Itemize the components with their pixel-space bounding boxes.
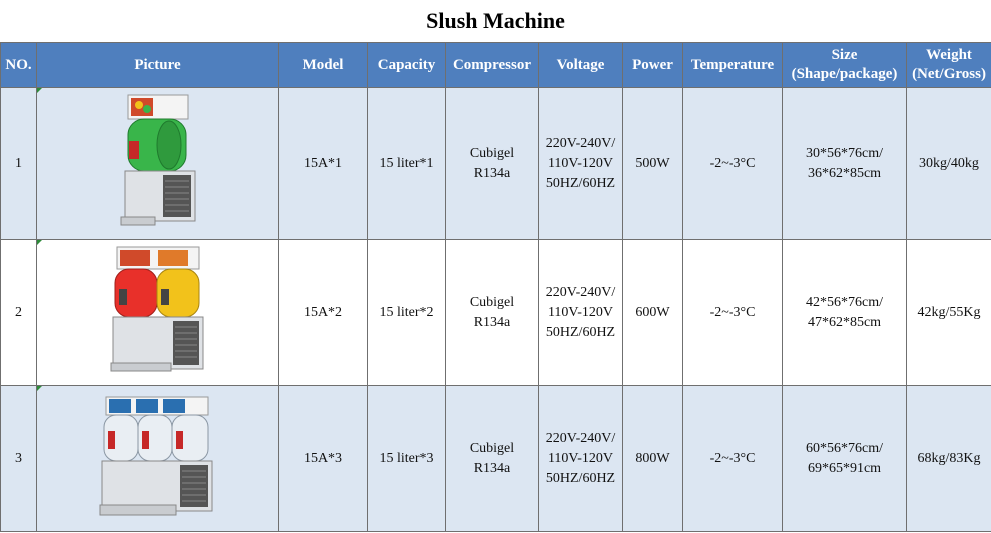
cell-picture	[37, 386, 279, 532]
table-row	[1, 88, 991, 240]
single-bowl-slush-machine-icon	[103, 91, 213, 237]
cell-no: 2	[1, 240, 37, 386]
compressor-line2: R134a	[473, 460, 511, 476]
cell-voltage	[539, 88, 623, 240]
triple-bowl-slush-machine-icon	[98, 389, 218, 529]
header-size-line1: Size	[831, 47, 858, 63]
cell-voltage	[539, 386, 623, 532]
cell-voltage	[539, 240, 623, 386]
cell-marker-icon	[37, 386, 42, 391]
voltage-line3: 50HZ/60HZ	[545, 324, 616, 340]
size-line1: 60*56*76cm/	[806, 440, 883, 456]
voltage-line1: 220V-240V/	[545, 135, 616, 151]
cell-compressor	[446, 240, 539, 386]
header-weight-line2: (Net/Gross)	[912, 66, 986, 82]
cell-temperature: -2~-3°C	[683, 240, 783, 386]
compressor-line2: R134a	[473, 314, 511, 330]
size-line1: 42*56*76cm/	[806, 294, 883, 310]
header-voltage: Voltage	[539, 43, 623, 88]
cell-model: 15A*3	[279, 386, 368, 532]
size-line2: 69*65*91cm	[807, 460, 882, 476]
cell-model: 15A*1	[279, 88, 368, 240]
cell-size	[783, 88, 907, 240]
cell-picture	[37, 240, 279, 386]
header-capacity: Capacity	[368, 43, 446, 88]
cell-size	[783, 386, 907, 532]
cell-temperature: -2~-3°C	[683, 386, 783, 532]
compressor-line2: R134a	[473, 165, 511, 181]
size-line2: 47*62*85cm	[807, 314, 882, 330]
compressor-line1: Cubigel	[469, 440, 515, 456]
header-picture: Picture	[37, 43, 279, 88]
voltage-line1: 220V-240V/	[545, 284, 616, 300]
cell-no: 1	[1, 88, 37, 240]
cell-compressor	[446, 88, 539, 240]
header-size	[783, 43, 907, 88]
voltage-line1: 220V-240V/	[545, 430, 616, 446]
cell-marker-icon	[37, 240, 42, 245]
header-size-line2: (Shape/package)	[791, 66, 898, 82]
cell-capacity: 15 liter*3	[368, 386, 446, 532]
cell-picture	[37, 88, 279, 240]
cell-temperature: -2~-3°C	[683, 88, 783, 240]
voltage-line3: 50HZ/60HZ	[545, 470, 616, 486]
header-power: Power	[623, 43, 683, 88]
voltage-line2: 110V-120V	[547, 155, 614, 171]
header-temperature: Temperature	[683, 43, 783, 88]
voltage-line2: 110V-120V	[547, 450, 614, 466]
cell-power: 500W	[623, 88, 683, 240]
table-row	[1, 240, 991, 386]
header-model: Model	[279, 43, 368, 88]
header-no: NO.	[1, 43, 37, 88]
table-row	[1, 386, 991, 532]
header-weight	[907, 43, 991, 88]
cell-compressor	[446, 386, 539, 532]
voltage-line2: 110V-120V	[547, 304, 614, 320]
cell-size	[783, 240, 907, 386]
double-bowl-slush-machine-icon	[103, 243, 213, 383]
page-title: Slush Machine	[426, 8, 565, 33]
cell-weight: 30kg/40kg	[907, 88, 991, 240]
cell-model: 15A*2	[279, 240, 368, 386]
cell-weight: 68kg/83Kg	[907, 386, 991, 532]
voltage-line3: 50HZ/60HZ	[545, 175, 616, 191]
header-weight-line1: Weight	[926, 47, 972, 63]
cell-marker-icon	[37, 88, 42, 93]
compressor-line1: Cubigel	[469, 294, 515, 310]
size-line2: 36*62*85cm	[807, 165, 882, 181]
cell-power: 600W	[623, 240, 683, 386]
cell-power: 800W	[623, 386, 683, 532]
spec-table	[0, 42, 991, 532]
header-row	[1, 43, 991, 88]
cell-capacity: 15 liter*2	[368, 240, 446, 386]
header-compressor: Compressor	[446, 43, 539, 88]
size-line1: 30*56*76cm/	[806, 145, 883, 161]
cell-no: 3	[1, 386, 37, 532]
cell-weight: 42kg/55Kg	[907, 240, 991, 386]
cell-capacity: 15 liter*1	[368, 88, 446, 240]
compressor-line1: Cubigel	[469, 145, 515, 161]
